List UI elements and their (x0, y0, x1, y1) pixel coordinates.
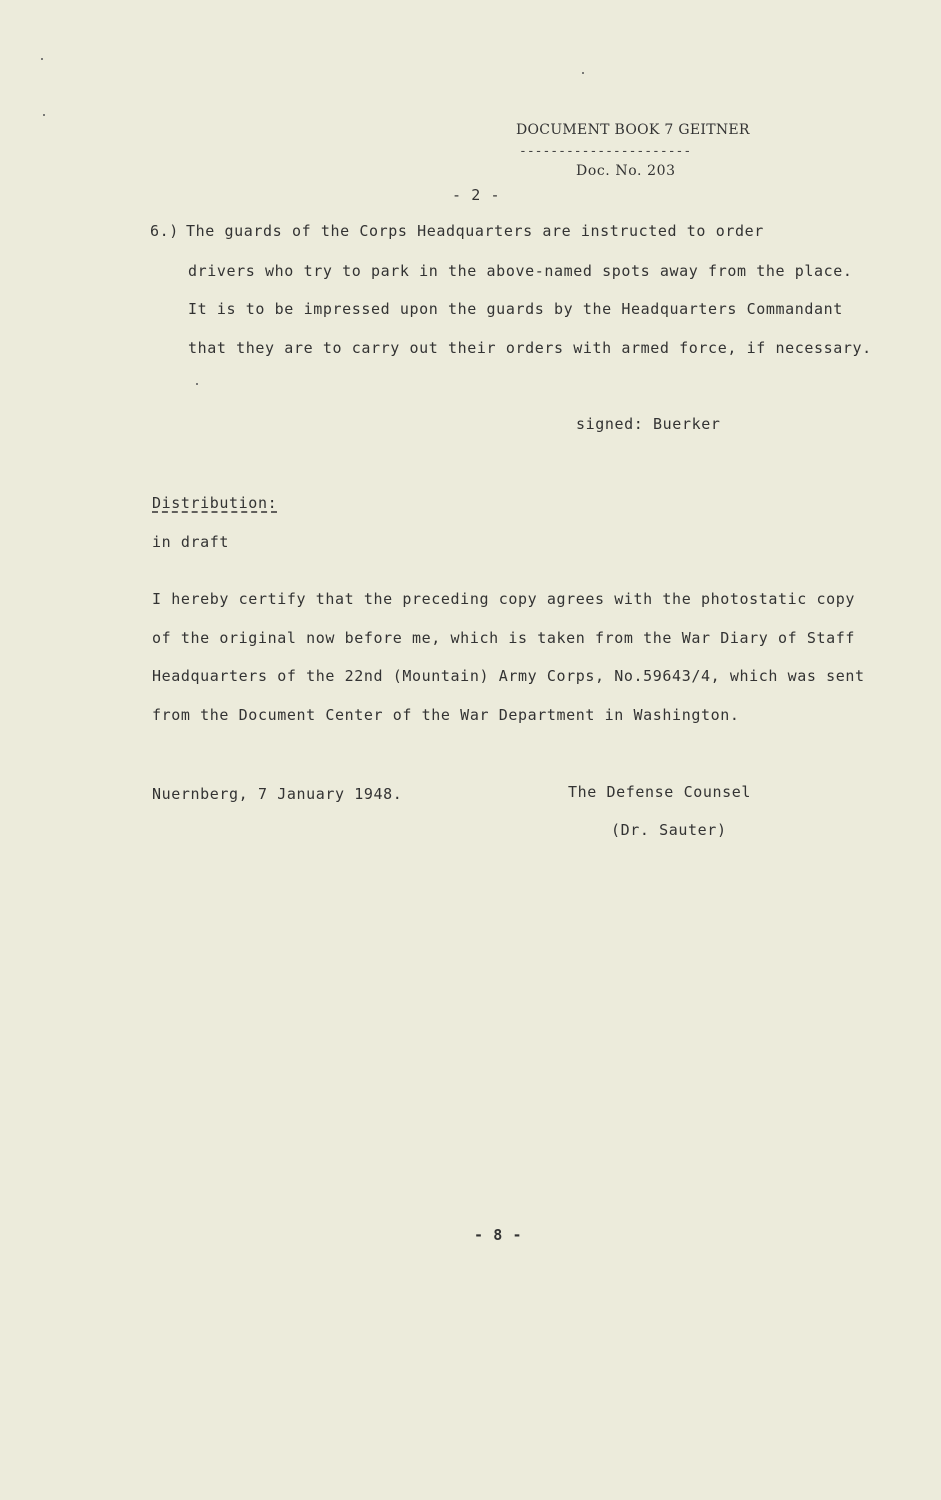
paragraph-number: 6.) (150, 222, 179, 240)
header-dashed-rule: ---------------------- (519, 144, 692, 159)
distribution-heading: Distribution: (152, 494, 278, 512)
signature-line: signed: Buerker (576, 415, 721, 433)
paragraph-line: The guards of the Corps Headquarters are instructed to order (186, 222, 764, 240)
counsel-name: (Dr. Sauter) (611, 821, 727, 839)
paragraph-line: It is to be impressed upon the guards by the Headquarters Commandant (188, 300, 843, 318)
sub-page-number: - 2 - (452, 186, 501, 204)
document-book-title: DOCUMENT BOOK 7 GEITNER (516, 122, 750, 138)
certification-line: from the Document Center of the War Department in Washington. (152, 706, 740, 724)
paper-speck (41, 58, 43, 60)
certification-line: I hereby certify that the preceding copy agrees with the photostatic copy (152, 590, 856, 608)
place-and-date: Nuernberg, 7 January 1948. (152, 785, 403, 803)
certification-line: Headquarters of the 22nd (Mountain) Army Corps, No.59643/4, which was sent (152, 667, 865, 685)
paragraph-line: drivers who try to park in the above-named spots away from the place. (188, 262, 853, 280)
certification-line: of the original now before me, which is taken from the War Diary of Staff (152, 629, 856, 647)
counsel-title: The Defense Counsel (568, 783, 751, 801)
page-number: - 8 - (474, 1226, 523, 1244)
paper-speck (43, 114, 45, 116)
paper-speck (196, 383, 198, 385)
distribution-value: in draft (152, 533, 230, 551)
document-number: Doc. No. 203 (576, 163, 676, 179)
paper-speck (582, 72, 584, 74)
paragraph-line: that they are to carry out their orders with armed force, if necessary. (188, 339, 872, 357)
